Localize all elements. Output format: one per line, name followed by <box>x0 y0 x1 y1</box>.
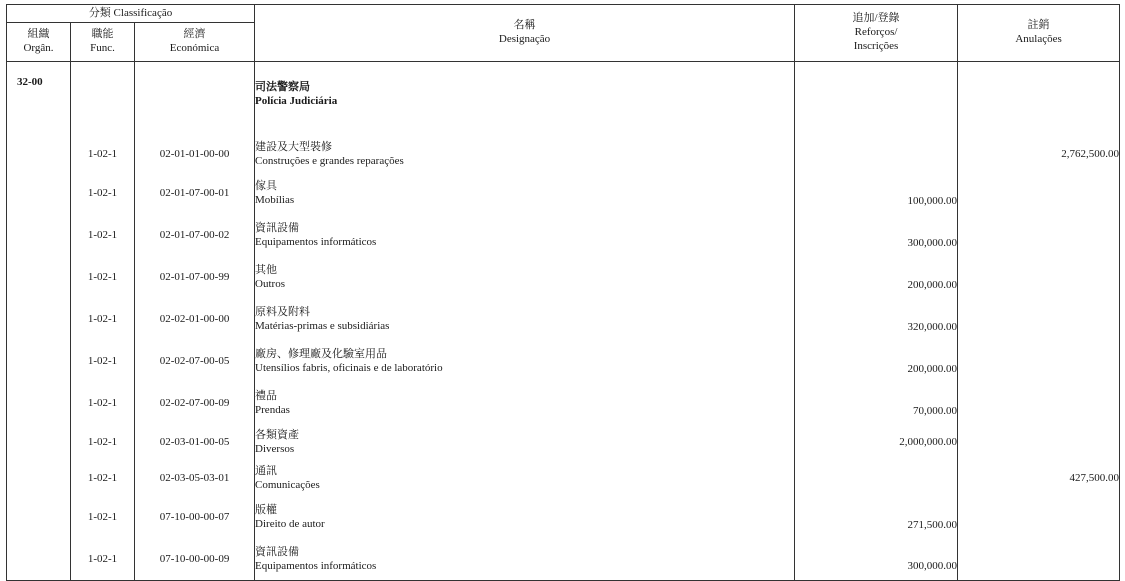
designation-cell <box>255 215 795 257</box>
annulment-amount <box>958 425 1120 461</box>
annulments-header <box>958 5 1120 62</box>
table-row <box>7 383 1120 425</box>
economic-code: 02-02-07-00-05 <box>135 341 255 383</box>
designation-zh: 廠房、修理廠及化驗室用品 <box>255 348 388 361</box>
table-row <box>7 497 1120 539</box>
annulment-amount <box>958 215 1120 257</box>
table-row <box>7 425 1120 461</box>
entity-code: 32-00 <box>7 62 71 129</box>
organic-header-pt: Orgân. <box>23 42 54 54</box>
functional-code: 1-02-1 <box>71 497 135 539</box>
functional-header-pt: Func. <box>90 42 115 54</box>
designation-zh: 建設及大型裝修 <box>255 141 333 154</box>
functional-code: 1-02-1 <box>71 539 135 581</box>
annulment-amount <box>958 341 1120 383</box>
designation-pt: Mobílias <box>255 194 295 206</box>
economic-code: 02-03-01-00-05 <box>135 425 255 461</box>
reinforcement-amount: 200,000.00 <box>795 257 958 299</box>
organic-header-zh: 組織 <box>27 28 50 41</box>
annulments-header-zh: 註銷 <box>1027 19 1050 32</box>
entity-name-zh: 司法警察局 <box>255 81 311 94</box>
functional-code: 1-02-1 <box>71 341 135 383</box>
economic-code: 02-01-07-00-02 <box>135 215 255 257</box>
designation-cell <box>255 497 795 539</box>
designation-cell <box>255 383 795 425</box>
table-row <box>7 137 1120 173</box>
table-row <box>7 341 1120 383</box>
designation-cell <box>255 461 795 497</box>
designation-pt: Equipamentos informáticos <box>255 559 377 572</box>
designation-pt: Direito de autor <box>255 518 325 530</box>
table-row <box>7 461 1120 497</box>
designation-cell <box>255 137 795 173</box>
designation-cell <box>255 257 795 299</box>
reinforcement-amount: 320,000.00 <box>795 299 958 341</box>
designation-pt: Comunicações <box>255 479 320 491</box>
designation-pt: Prendas <box>255 404 290 416</box>
designation-zh: 各類資產 <box>255 429 300 442</box>
reinforcement-amount: 70,000.00 <box>795 383 958 425</box>
designation-pt: Outros <box>255 278 285 290</box>
reinforcement-amount: 300,000.00 <box>795 539 958 581</box>
reinforcement-amount: 100,000.00 <box>795 173 958 215</box>
designation-header <box>255 5 795 62</box>
table-row <box>7 257 1120 299</box>
table-row <box>7 539 1120 581</box>
designation-pt: Construções e grandes reparações <box>255 155 404 167</box>
designation-zh: 原料及附料 <box>255 306 311 319</box>
reinforcement-amount <box>795 137 958 173</box>
functional-code: 1-02-1 <box>71 383 135 425</box>
economic-header-pt: Económica <box>169 42 220 54</box>
reinforcement-amount: 300,000.00 <box>795 215 958 257</box>
organic-header <box>7 23 71 62</box>
designation-pt: Utensílios fabris, oficinais e de laboratório <box>255 362 443 374</box>
economic-header-zh: 經濟 <box>183 28 206 41</box>
designation-cell <box>255 539 795 581</box>
economic-code: 02-01-07-00-99 <box>135 257 255 299</box>
designation-cell <box>255 173 795 215</box>
table-row <box>7 173 1120 215</box>
economic-code: 07-10-00-00-07 <box>135 497 255 539</box>
economic-code: 02-03-05-03-01 <box>135 461 255 497</box>
entity-name-pt: Polícia Judiciária <box>255 95 338 107</box>
economic-code: 02-01-07-00-01 <box>135 173 255 215</box>
classification-header: 分類 Classificação <box>7 5 255 23</box>
designation-pt: Equipamentos informáticos <box>255 236 377 248</box>
functional-code: 1-02-1 <box>71 425 135 461</box>
designation-header-zh: 名稱 <box>513 19 536 32</box>
designation-pt: Matérias-primas e subsidiárias <box>255 320 390 332</box>
annulment-amount <box>958 299 1120 341</box>
designation-zh: 傢具 <box>255 180 278 193</box>
economic-code: 02-02-01-00-00 <box>135 299 255 341</box>
functional-header-zh: 職能 <box>91 28 114 41</box>
designation-pt: Diversos <box>255 443 295 455</box>
budget-table <box>6 4 1120 581</box>
annulments-header-pt: Anulações <box>1015 33 1062 45</box>
economic-code: 02-02-07-00-09 <box>135 383 255 425</box>
designation-cell <box>255 299 795 341</box>
annulment-amount: 2,762,500.00 <box>958 137 1120 173</box>
annulment-amount <box>958 497 1120 539</box>
table-row <box>7 215 1120 257</box>
designation-cell <box>255 341 795 383</box>
annulment-amount: 427,500.00 <box>958 461 1120 497</box>
designation-header-pt: Designação <box>498 33 551 45</box>
designation-cell <box>255 425 795 461</box>
reinforcement-amount: 200,000.00 <box>795 341 958 383</box>
functional-header <box>71 23 135 62</box>
economic-code: 02-01-01-00-00 <box>135 137 255 173</box>
reinforcement-amount <box>795 461 958 497</box>
annulment-amount <box>958 173 1120 215</box>
table-row <box>7 299 1120 341</box>
economic-header <box>135 23 255 62</box>
header-row-top <box>7 5 1120 23</box>
designation-zh: 資訊設備 <box>255 545 300 558</box>
functional-code: 1-02-1 <box>71 257 135 299</box>
annulment-amount <box>958 257 1120 299</box>
reinforcement-amount: 271,500.00 <box>795 497 958 539</box>
reinforcements-header <box>795 5 958 62</box>
functional-code: 1-02-1 <box>71 173 135 215</box>
reinforcements-header-pt2: Inscrições <box>853 39 899 52</box>
entity-designation <box>255 62 795 129</box>
annulment-amount <box>958 383 1120 425</box>
functional-code: 1-02-1 <box>71 299 135 341</box>
functional-code: 1-02-1 <box>71 137 135 173</box>
entity-row <box>7 62 1120 129</box>
functional-code: 1-02-1 <box>71 461 135 497</box>
functional-code: 1-02-1 <box>71 215 135 257</box>
designation-zh: 其他 <box>255 264 278 277</box>
designation-zh: 資訊設備 <box>255 222 300 235</box>
reinforcements-header-pt1: Reforços/ <box>854 26 898 39</box>
designation-zh: 禮品 <box>255 390 278 403</box>
designation-zh: 通訊 <box>255 465 278 478</box>
reinforcement-amount: 2,000,000.00 <box>795 425 958 461</box>
reinforcements-header-zh: 追加/登錄 <box>852 12 900 25</box>
economic-code: 07-10-00-00-09 <box>135 539 255 581</box>
annulment-amount <box>958 539 1120 581</box>
designation-zh: 版權 <box>255 504 278 517</box>
